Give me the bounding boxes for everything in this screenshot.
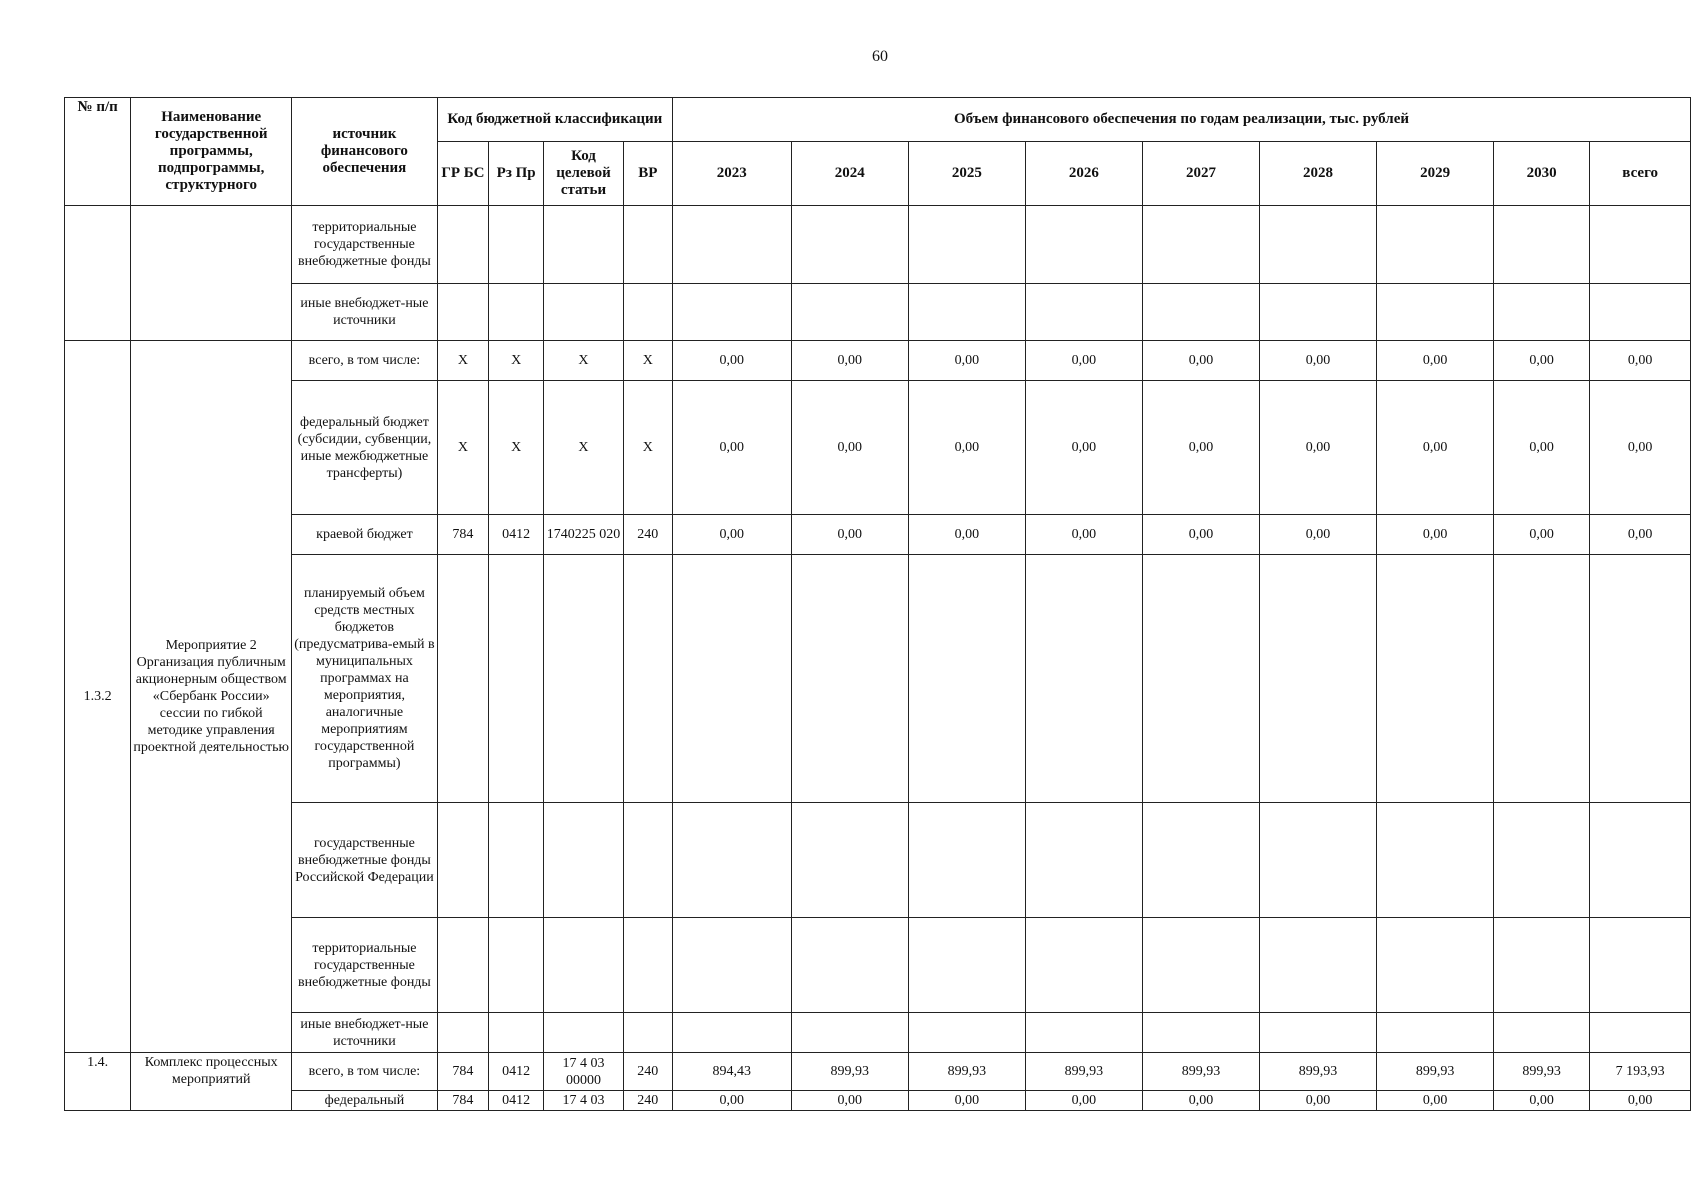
cell-value: 0,00 — [1377, 1091, 1494, 1111]
header-source: источник финансового обеспечения — [292, 98, 438, 206]
cell-value: 0,00 — [1493, 381, 1589, 515]
cell-rzpr: Х — [489, 341, 544, 381]
cell-vr: 240 — [623, 1091, 672, 1111]
cell-grbs: Х — [437, 381, 488, 515]
header-vr: ВР — [623, 142, 672, 206]
cell-name: Мероприятие 2 Организация публичным акционерным обществом «Сбербанк России» сессии по гибкой методике управления проектной деятельностью — [131, 341, 292, 1053]
cell-value: 0,00 — [1493, 341, 1589, 381]
table-row — [65, 555, 1691, 803]
cell-value: 0,00 — [672, 515, 791, 555]
cell-source: иные внебюджет-ные источники — [292, 284, 438, 341]
header-num: № п/п — [65, 98, 131, 206]
cell-value: 0,00 — [1259, 515, 1377, 555]
cell-value: 0,00 — [1025, 1091, 1143, 1111]
page-number: 60 — [872, 48, 888, 65]
cell-rzpr: 0412 — [489, 515, 544, 555]
table-row — [65, 1013, 1691, 1053]
funding-table — [64, 97, 1691, 1111]
cell-total: 0,00 — [1590, 341, 1691, 381]
cell-value: 899,93 — [1377, 1053, 1494, 1091]
cell-vr: 240 — [623, 1053, 672, 1091]
cell-value: 0,00 — [791, 341, 909, 381]
table-row — [65, 1053, 1691, 1091]
cell-value: 0,00 — [1143, 1091, 1260, 1111]
header-year: 2029 — [1377, 142, 1494, 206]
cell-value: 899,93 — [1025, 1053, 1143, 1091]
cell-rzpr: 0412 — [489, 1091, 544, 1111]
header-volume: Объем финансового обеспечения по годам реализации, тыс. рублей — [672, 98, 1690, 142]
cell-total: 7 193,93 — [1590, 1053, 1691, 1091]
cell-vr: 240 — [623, 515, 672, 555]
table-row — [65, 381, 1691, 515]
cell-num — [65, 206, 131, 341]
cell-source: государственные внебюджетные фонды Российской Федерации — [292, 803, 438, 918]
cell-grbs: 784 — [437, 515, 488, 555]
cell-value: 0,00 — [1143, 381, 1260, 515]
cell-kcs: Х — [544, 381, 623, 515]
cell-value: 0,00 — [791, 1091, 909, 1111]
cell-value: 0,00 — [791, 381, 909, 515]
cell-grbs: 784 — [437, 1053, 488, 1091]
header-kcs: Код целевой статьи — [544, 142, 623, 206]
header-year: 2026 — [1025, 142, 1143, 206]
cell-rzpr: Х — [489, 381, 544, 515]
cell-source: территориальные государственные внебюджетные фонды — [292, 918, 438, 1013]
cell-value: 0,00 — [1025, 515, 1143, 555]
cell-kcs: 17 4 03 00000 — [544, 1053, 623, 1091]
cell-value: 0,00 — [1025, 381, 1143, 515]
cell-total: 0,00 — [1590, 1091, 1691, 1111]
header-rzpr: Рз Пр — [489, 142, 544, 206]
cell-value: 0,00 — [909, 1091, 1026, 1111]
cell-source: иные внебюджет-ные источники — [292, 1013, 438, 1053]
cell-source: территориальные государственные внебюджетные фонды — [292, 206, 438, 284]
cell-num: 1.4. — [65, 1053, 131, 1111]
cell-grbs: 784 — [437, 1091, 488, 1111]
cell-value: 899,93 — [909, 1053, 1026, 1091]
cell-value: 0,00 — [1143, 341, 1260, 381]
cell-name: Комплекс процессных мероприятий — [131, 1053, 292, 1111]
header-grbs: ГР БС — [437, 142, 488, 206]
cell-value: 0,00 — [909, 341, 1026, 381]
cell-name — [131, 206, 292, 341]
cell-value: 0,00 — [1259, 381, 1377, 515]
cell-value: 899,93 — [1143, 1053, 1260, 1091]
cell-source: всего, в том числе: — [292, 341, 438, 381]
cell-kcs: 17 4 03 — [544, 1091, 623, 1111]
cell-value: 0,00 — [1377, 341, 1494, 381]
cell-value: 0,00 — [1493, 1091, 1589, 1111]
cell-vr: Х — [623, 341, 672, 381]
table-row — [65, 341, 1691, 381]
cell-value: 0,00 — [791, 515, 909, 555]
cell-value: 0,00 — [1259, 1091, 1377, 1111]
header-year: 2025 — [909, 142, 1026, 206]
cell-value: 0,00 — [1377, 515, 1494, 555]
header-year: 2030 — [1493, 142, 1589, 206]
cell-total: 0,00 — [1590, 515, 1691, 555]
cell-value: 0,00 — [672, 381, 791, 515]
cell-value: 0,00 — [672, 341, 791, 381]
cell-value: 0,00 — [1025, 341, 1143, 381]
cell-value: 899,93 — [1493, 1053, 1589, 1091]
cell-value: 0,00 — [909, 381, 1026, 515]
table-row — [65, 206, 1691, 284]
cell-vr: Х — [623, 381, 672, 515]
header-kbk: Код бюджетной классификации — [437, 98, 672, 142]
cell-value: 0,00 — [1143, 515, 1260, 555]
table-row — [65, 515, 1691, 555]
table-row — [65, 284, 1691, 341]
cell-source: краевой бюджет — [292, 515, 438, 555]
cell-source: всего, в том числе: — [292, 1053, 438, 1091]
cell-source: федеральный бюджет (субсидии, субвенции, иные межбюджетные трансферты) — [292, 381, 438, 515]
table-row — [65, 1091, 1691, 1111]
header-total: всего — [1590, 142, 1691, 206]
cell-value: 894,43 — [672, 1053, 791, 1091]
cell-total: 0,00 — [1590, 381, 1691, 515]
cell-source: федеральный — [292, 1091, 438, 1111]
cell-value: 0,00 — [1493, 515, 1589, 555]
header-year: 2027 — [1143, 142, 1260, 206]
cell-value: 0,00 — [1377, 381, 1494, 515]
table-row — [65, 803, 1691, 918]
header-year: 2023 — [672, 142, 791, 206]
cell-source: планируемый объем средств местных бюджетов (предусматрива-емый в муниципальных программах на мероприятия, аналогичные мероприятиям государственной программы) — [292, 555, 438, 803]
cell-num: 1.3.2 — [65, 341, 131, 1053]
cell-value: 899,93 — [1259, 1053, 1377, 1091]
header-year: 2028 — [1259, 142, 1377, 206]
cell-value: 0,00 — [1259, 341, 1377, 381]
table-row — [65, 918, 1691, 1013]
cell-kcs: Х — [544, 341, 623, 381]
cell-rzpr: 0412 — [489, 1053, 544, 1091]
cell-value: 0,00 — [672, 1091, 791, 1111]
cell-value: 0,00 — [909, 515, 1026, 555]
cell-grbs: Х — [437, 341, 488, 381]
cell-kcs: 1740225 020 — [544, 515, 623, 555]
cell-value: 899,93 — [791, 1053, 909, 1091]
header-year: 2024 — [791, 142, 909, 206]
header-name: Наименование государственной программы, подпрограммы, структурного — [131, 98, 292, 206]
